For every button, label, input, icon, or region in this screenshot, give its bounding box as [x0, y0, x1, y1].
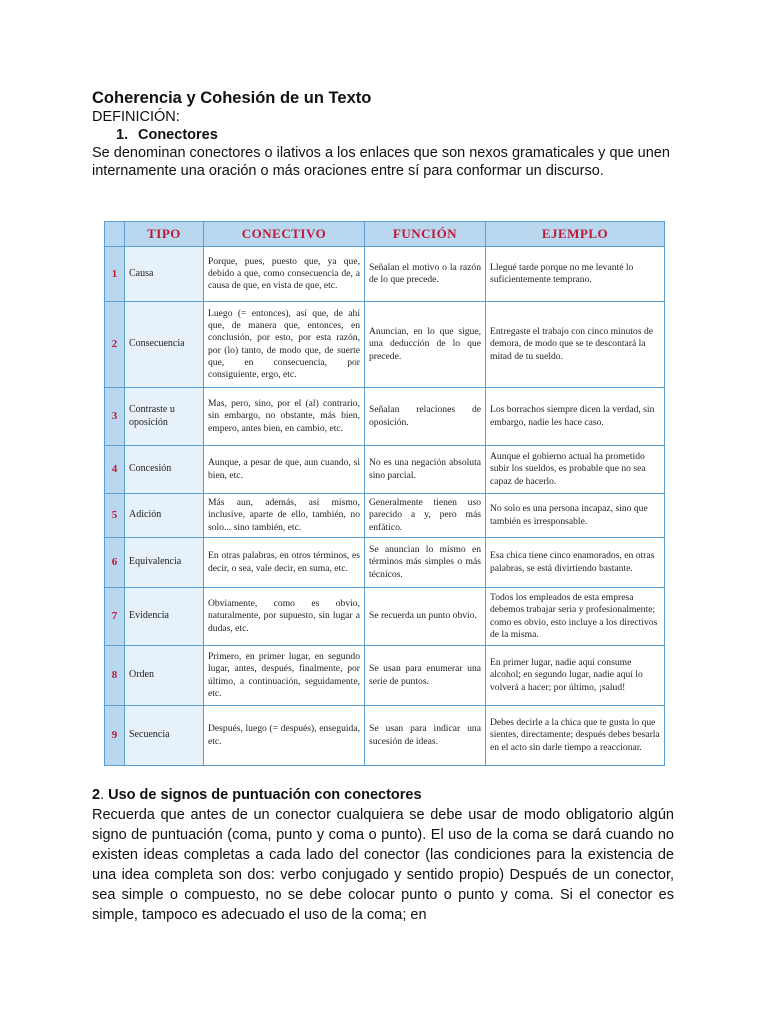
- section-1-heading: [92, 126, 674, 144]
- row-ejemplo: No solo es una persona incapaz, sino que también es irresponsable.: [486, 494, 665, 538]
- section-2: [92, 786, 674, 925]
- row-index: 5: [105, 494, 125, 538]
- row-index: 1: [105, 247, 125, 302]
- row-tipo: Secuencia: [125, 706, 204, 766]
- row-conectivo: Mas, pero, sino, por el (al) contrario, sin embargo, no obstante, más bien, empero, antes bien, en cambio, etc.: [204, 388, 365, 446]
- row-ejemplo: Los borrachos siempre dicen la verdad, sin embargo, nadie les hace caso.: [486, 388, 665, 446]
- row-conectivo: Más aun, además, así mismo, inclusive, aparte de ello, también, no solo... sino también, etc.: [204, 494, 365, 538]
- section-1-paragraph: Se denominan conectores o ilativos a los enlaces que son nexos gramaticales y que unen internamente una oración o más oraciones entre sí para conformar un discurso.: [92, 145, 670, 179]
- row-index: 8: [105, 646, 125, 706]
- row-conectivo: Después, luego (= después), enseguida, etc.: [204, 706, 365, 766]
- row-conectivo: Luego (= entonces), así que, de ahí que, de manera que, entonces, en conclusión, por esto, por esta razón, por (lo) tanto, de modo que, de suerte que, en consecuencia, por consiguiente, ergo, etc.: [204, 302, 365, 388]
- row-tipo: Contraste u oposición: [125, 388, 204, 446]
- section-2-title: Uso de signos de puntuación con conectores: [108, 787, 422, 803]
- table-row: [105, 706, 665, 766]
- row-conectivo: Porque, pues, puesto que, ya que, debido a que, como consecuencia de, a causa de que, en vista de que, etc.: [204, 247, 365, 302]
- row-tipo: Adición: [125, 494, 204, 538]
- table-row: [105, 247, 665, 302]
- row-index: 2: [105, 302, 125, 388]
- row-conectivo: Aunque, a pesar de que, aun cuando, si bien, etc.: [204, 446, 365, 494]
- row-funcion: Se usan para indicar una sucesión de ideas.: [365, 706, 486, 766]
- connectors-table: [104, 221, 665, 766]
- row-ejemplo: Todos los empleados de esta empresa debemos trabajar seria y profesionalmente; como es obvio, esto incluye a los directivos de la misma.: [486, 588, 665, 646]
- table-row: [105, 588, 665, 646]
- section-1-title: Conectores: [138, 127, 218, 143]
- row-funcion: Se recuerda un punto obvio.: [365, 588, 486, 646]
- header-funcion: FUNCIÓN: [365, 222, 486, 247]
- row-tipo: Evidencia: [125, 588, 204, 646]
- row-ejemplo: Entregaste el trabajo con cinco minutos de demora, de modo que se te descontará la mitad de tu sueldo.: [486, 302, 665, 388]
- connectors-table-wrap: [104, 221, 664, 766]
- section-1-number: 1.: [116, 127, 129, 143]
- document-page: [92, 88, 674, 180]
- document-title: Coherencia y Cohesión de un Texto: [92, 89, 372, 107]
- row-funcion: Anuncian, en lo que sigue, una deducción de lo que precede.: [365, 302, 486, 388]
- section-2-heading: [92, 786, 674, 805]
- row-index: 4: [105, 446, 125, 494]
- section-2-separator: .: [100, 787, 109, 803]
- row-tipo: Consecuencia: [125, 302, 204, 388]
- section-2-number: 2: [92, 787, 101, 803]
- row-funcion: Se usan para enumerar una serie de puntos.: [365, 646, 486, 706]
- row-ejemplo: En primer lugar, nadie aquí consume alcohol; en segundo lugar, nadie aquí lo volverá a hacer; por último, ¡salud!: [486, 646, 665, 706]
- row-conectivo: Primero, en primer lugar, en segundo lugar, antes, después, finalmente, por último, a continuación, seguidamente, etc.: [204, 646, 365, 706]
- row-tipo: Causa: [125, 247, 204, 302]
- table-row: [105, 446, 665, 494]
- table-row: [105, 494, 665, 538]
- row-ejemplo: Llegué tarde porque no me levanté lo suficientemente temprano.: [486, 247, 665, 302]
- row-index: 3: [105, 388, 125, 446]
- header-tipo: TIPO: [125, 222, 204, 247]
- table-row: [105, 388, 665, 446]
- row-funcion: Generalmente tienen uso parecido a y, pero más enfático.: [365, 494, 486, 538]
- header-index-cell: [105, 222, 125, 247]
- row-funcion: No es una negación absoluta sino parcial.: [365, 446, 486, 494]
- row-index: 6: [105, 538, 125, 588]
- header-conectivo: CONECTIVO: [204, 222, 365, 247]
- row-index: 7: [105, 588, 125, 646]
- row-conectivo: Obviamente, como es obvio, naturalmente, por supuesto, sin lugar a dudas, etc.: [204, 588, 365, 646]
- row-tipo: Concesión: [125, 446, 204, 494]
- row-ejemplo: Aunque el gobierno actual ha prometido subir los sueldos, es probable que no sea capaz de hacerlo.: [486, 446, 665, 494]
- row-index: 9: [105, 706, 125, 766]
- row-funcion: Señalan relaciones de oposición.: [365, 388, 486, 446]
- table-row: [105, 302, 665, 388]
- section-2-paragraph: Recuerda que antes de un conector cualquiera se debe usar de modo obligatorio algún signo de puntuación (coma, punto y coma o punto). El uso de la coma se dará cuando no existen ideas completas a cada lado del conector (las condiciones para la existencia de una idea completa son dos: verbo conjugado y sentido propio) Después de un conector, sea simple o compuesto, no se debe colocar punto o punto y coma. Si el conector es simple, tampoco es adecuado el uso de la coma; en: [92, 807, 674, 923]
- row-ejemplo: Esa chica tiene cinco enamorados, en otras palabras, se está divirtiendo bastante.: [486, 538, 665, 588]
- table-row: [105, 646, 665, 706]
- row-funcion: Se anuncian lo mismo en términos más simples o más técnicos.: [365, 538, 486, 588]
- header-ejemplo: EJEMPLO: [486, 222, 665, 247]
- row-funcion: Señalan el motivo o la razón de lo que precede.: [365, 247, 486, 302]
- table-header-row: [105, 222, 665, 247]
- definition-label: DEFINICIÓN:: [92, 109, 180, 125]
- table-row: [105, 538, 665, 588]
- row-conectivo: En otras palabras, en otros términos, es decir, o sea, vale decir, en suma, etc.: [204, 538, 365, 588]
- row-tipo: Equivalencia: [125, 538, 204, 588]
- row-ejemplo: Debes decirle a la chica que te gusta lo que sientes, directamente; después debes besarla en el acto sin darle tiempo a reaccionar.: [486, 706, 665, 766]
- row-tipo: Orden: [125, 646, 204, 706]
